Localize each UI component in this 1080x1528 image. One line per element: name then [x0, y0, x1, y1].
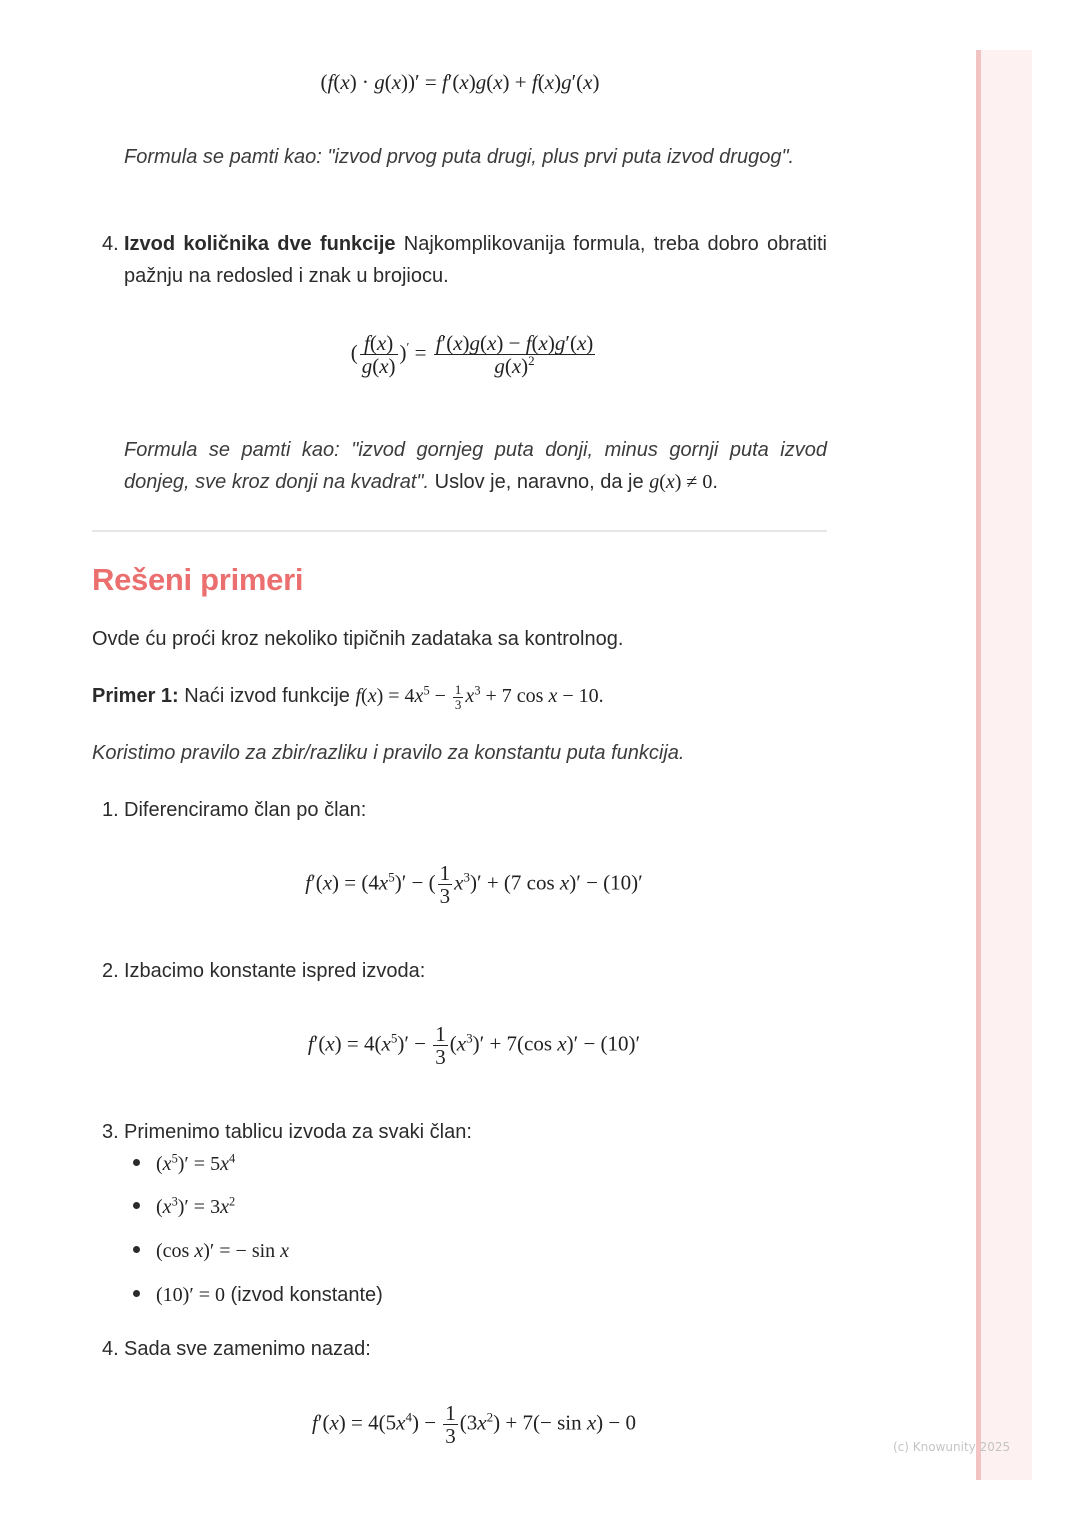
- section-title: Rešeni primeri: [92, 562, 304, 597]
- example1-statement: Primer 1: Naći izvod funkcije $f(x) = 4x^5$ − $\frac{1}{3}$ $x^3 + 7$ cos x − 10.: [92, 682, 604, 712]
- step2-formula: $f'(x) = 4(x^5)'$ − $\frac{1}{3}$ $(x^3)' + 7(\cos$ x)′ − (10)′: [307, 1022, 641, 1070]
- step2-number: 2.: [102, 960, 119, 982]
- condition-math: g(x) ≠ 0: [649, 471, 713, 493]
- quotient-rule-text: Najkomplikovanija formula, treba dobro obratiti pažnju na redosled i znak u brojiocu.: [124, 233, 827, 287]
- step4-number: 4.: [102, 1338, 119, 1360]
- example1-label: Primer 1:: [92, 685, 179, 707]
- step1-formula: $f'(x) = (4x^5)'$ − ( $\frac{1}{3}$ $x^3)' + (7$ cos x)′ − (10)′: [305, 861, 643, 909]
- table-item-cos: (cos x)′ = − sin x: [133, 1235, 289, 1267]
- sidebar-accent-line: [976, 50, 981, 1480]
- section-intro: Ovde ću proći kroz nekoliko tipičnih zadataka sa kontrolnog.: [92, 628, 624, 650]
- step2-text: Izbacimo konstante ispred izvoda:: [124, 960, 426, 982]
- bullet-dot: [133, 1246, 140, 1253]
- section-divider: [92, 530, 827, 532]
- quotient-rule-formula: ( $\frac{f(x)}{g(x)}$ )′ = $\frac{f'(x)g(x) - f(x)g'(x)}{g(x)^2}$: [350, 331, 594, 379]
- step3-number: 3.: [102, 1121, 119, 1143]
- example1-function: $f(x) = 4x^5$ − $\frac{1}{3}$ $x^3 + 7$ cos x − 10.: [355, 682, 604, 712]
- step4-text: Sada sve zamenimo nazad:: [124, 1338, 371, 1360]
- quotient-rule-title: Izvod količnika dve funkcije: [124, 233, 396, 255]
- step1-text: Diferenciramo član po član:: [124, 799, 367, 821]
- list-number-4: 4.: [102, 233, 119, 255]
- table-item-x3: $(x^3)' = 3x^2$: [133, 1191, 235, 1223]
- product-rule-formula: (f(x) · g(x))′ = f′(x)g(x) + f(x)g′(x): [320, 70, 600, 94]
- sidebar-band: [976, 50, 1032, 1480]
- table-item-constant: (10)′ = 0 (izvod konstante): [133, 1279, 383, 1311]
- step4-formula: $f'(x) = 4(5x^4)$ − $\frac{1}{3}$ $(3x^2) + 7(- \sin x) - 0$: [312, 1401, 636, 1449]
- bullet-dot: [133, 1159, 140, 1166]
- quotient-rule-description: [124, 228, 827, 292]
- constant-note: (izvod konstante): [224, 1284, 383, 1306]
- table-item-x5: $(x^5)' = 5x^4$: [133, 1148, 235, 1180]
- example1-approach: Koristimo pravilo za zbir/razliku i pravilo za konstantu puta funkcija.: [92, 742, 685, 764]
- watermark: (c) Knowunity 2025: [893, 1440, 1011, 1454]
- condition-text: Uslov je, naravno, da je: [429, 471, 650, 493]
- bullet-dot: [133, 1290, 140, 1297]
- step1-number: 1.: [102, 799, 119, 821]
- product-rule-mnemonic: Formula se pamti kao: "izvod prvog puta drugi, plus prvi puta izvod drugog".: [124, 146, 795, 168]
- quotient-rule-mnemonic-line2: donjeg, sve kroz donji na kvadrat". Uslov je, naravno, da je g(x) ≠ 0.: [124, 471, 718, 493]
- step3-text: Primenimo tablicu izvoda za svaki član:: [124, 1121, 472, 1143]
- quotient-rule-mnemonic-line1: Formula se pamti kao: "izvod gornjeg puta donji, minus gornji puta izvod: [124, 439, 827, 461]
- bullet-dot: [133, 1202, 140, 1209]
